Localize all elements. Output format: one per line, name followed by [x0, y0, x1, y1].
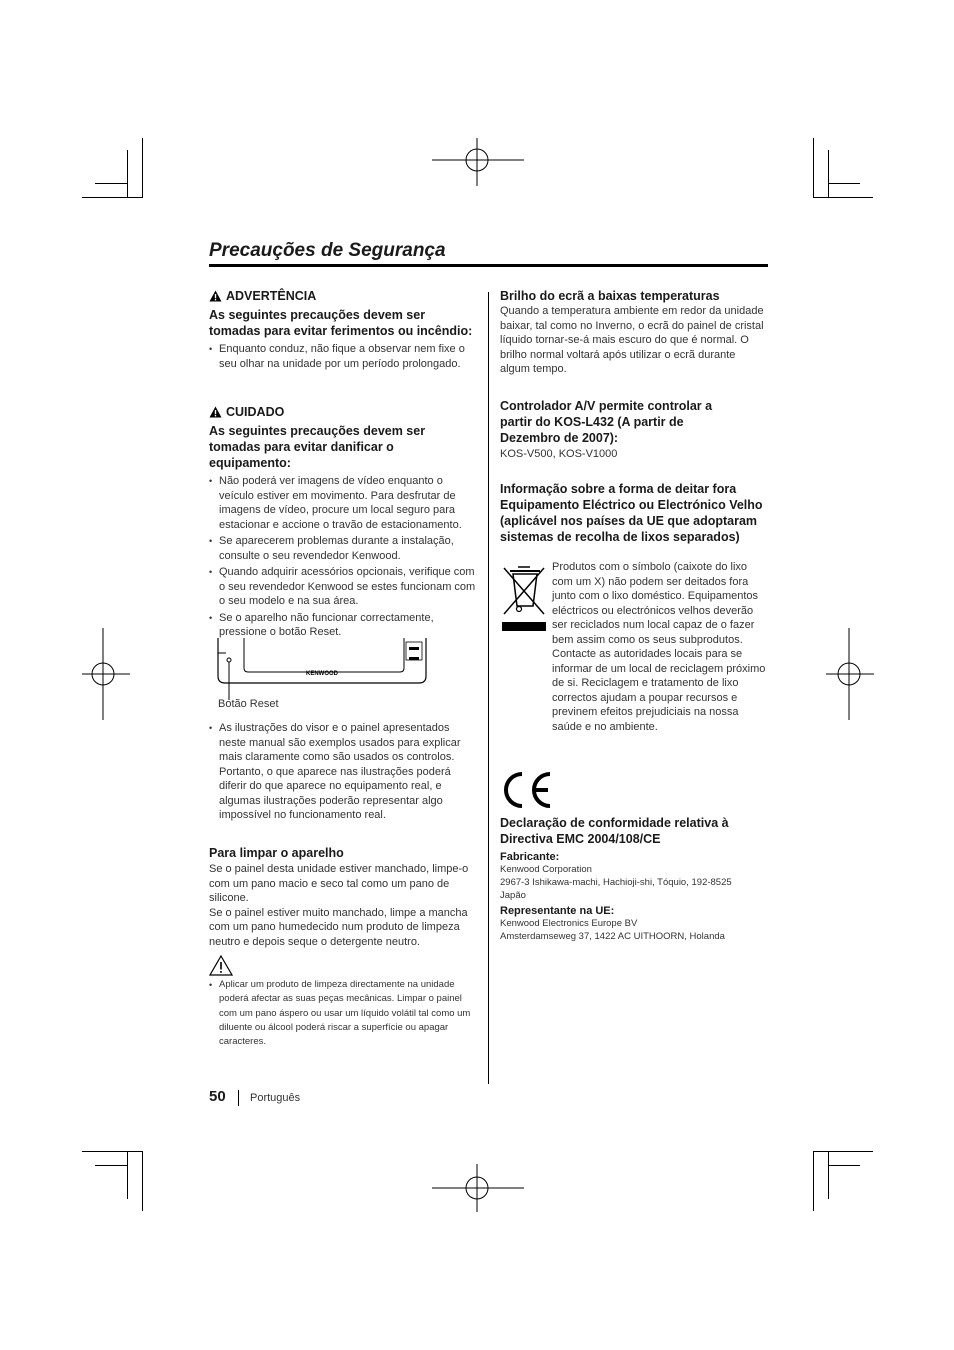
column-divider: [488, 292, 489, 1084]
list-item: • Aplicar um produto de limpeza directamente na unidade poderá afectar as suas peças mecânicas. Limpar o painel com um pano áspero ou usar um líquido volátil tal como um diluente ou álcool poderá riscar a superfície ou apagar caracteres.: [209, 978, 479, 1049]
manufacturer-line: Kenwood Corporation: [500, 864, 592, 875]
conformity-section: [500, 815, 768, 943]
cleaning-para-2: Se o painel estiver muito manchado, limpe a mancha com um pano humedecido num produto de limpeza neutro e depois seque o detergente neutro.: [209, 906, 468, 948]
manufacturer-label: Fabricante:: [500, 851, 560, 863]
list-item: • Enquanto conduz, não fique a observar nem fixe o seu olhar na unidade por um período prolongado.: [209, 342, 479, 371]
cleaning-heading: Para limpar o aparelho: [209, 846, 344, 860]
footer-divider: [238, 1090, 239, 1106]
av-section: [500, 398, 730, 462]
list-item: • As ilustrações do visor e o painel apresentados neste manual são exemplos usados para explicar mais claramente como são usados os controlos. Portanto, o que aparece nas ilustrações poderá diferir do que aparece no equipamento real, e algumas ilustrações poderão representar algo impossível no funcionamento real.: [209, 721, 475, 823]
brightness-section: [500, 288, 768, 377]
caution-list: [209, 474, 479, 640]
device-brand: KENWOOD: [306, 671, 338, 677]
av-text: KOS-V500, KOS-V1000: [500, 448, 618, 460]
ce-mark-icon: [500, 770, 554, 810]
registration-mark-right: [826, 628, 874, 720]
cleaning-section: [209, 845, 479, 1051]
representative-line: Amsterdamseweg 37, 1422 AC UITHOORN, Holanda: [500, 931, 725, 942]
warning-list: [209, 342, 479, 371]
title-rule: [209, 264, 768, 267]
footer-language: Português: [250, 1092, 301, 1104]
caution-section: [209, 405, 479, 642]
av-heading: Controlador A/V permite controlar a partir do KOS-L432 (A partir de Dezembro de 2007):: [500, 399, 713, 445]
manufacturer-line: Japão: [500, 890, 526, 901]
conformity-heading: Declaração de conformidade relativa à Directiva EMC 2004/108/CE: [500, 816, 729, 846]
list-item: • Não poderá ver imagens de vídeo enquanto o veículo estiver em movimento. Para desfrutar de imagens de vídeo, procure um local seguro para estacionar e accione o travão de estacionamento.: [209, 474, 479, 532]
warning-intro: As seguintes precauções devem ser tomadas para evitar ferimentos ou incêndio:: [209, 308, 473, 338]
cleaning-para-1: Se o painel desta unidade estiver manchado, limpe-o com um pano macio e seco tal como um pano de silicone.: [209, 863, 469, 904]
manufacturer-line: 2967-3 Ishikawa-machi, Hachioji-shi, Tóquio, 192-8525: [500, 877, 732, 888]
disposal-heading: Informação sobre a forma de deitar fora Equipamento Eléctrico ou Electrónico Velho (aplicável nos países da UE que adoptaram sistemas de recolha de lixos separados): [500, 482, 763, 544]
warning-section: [209, 289, 479, 373]
crossed-bin-icon: [500, 562, 548, 634]
list-item: • Se aparecerem problemas durante a instalação, consulte o seu revendedor Kenwood.: [209, 534, 479, 563]
registration-mark-bottom: [432, 1164, 524, 1212]
reset-label: Botão Reset: [218, 698, 279, 710]
warning-triangle-outline-icon: [209, 955, 233, 976]
caution-section-continued: [209, 721, 479, 825]
brightness-heading: Brilho do ecrã a baixas temperaturas: [500, 289, 720, 303]
warning-triangle-icon: [209, 406, 222, 418]
disposal-section: [500, 481, 768, 545]
caution-intro: As seguintes precauções devem ser tomadas para evitar danificar o equipamento:: [209, 424, 426, 470]
device-illustration: [216, 638, 428, 700]
cleaning-list: [209, 978, 479, 1049]
representative-label: Representante na UE:: [500, 905, 615, 917]
warning-triangle-icon: [209, 290, 222, 302]
brightness-text: Quando a temperatura ambiente em redor da unidade baixar, tal como no Inverno, o ecrã do painel de cristal líquido tornar-se-á mais escuro do que é normal. O brilho normal voltará após utilizar o ecrã durante algum tempo.: [500, 305, 764, 375]
registration-mark-top: [432, 138, 524, 186]
page-title: Precauções de Segurança: [209, 240, 446, 261]
list-item: • Se o aparelho não funcionar correctamente, pressione o botão Reset.: [209, 611, 479, 640]
list-item: • Quando adquirir acessórios opcionais, verifique com o seu revendedor Kenwood se estes funcionam com o seu modelo e na sua área.: [209, 565, 479, 609]
caution-heading: CUIDADO: [226, 405, 285, 419]
caution-list-2: [209, 721, 479, 823]
registration-mark-left: [82, 628, 130, 720]
warning-heading: ADVERTÊNCIA: [226, 289, 317, 303]
disposal-text: Produtos com o símbolo (caixote do lixo com um X) não podem ser deitados fora junto com o lixo doméstico. Equipamentos eléctricos ou electrónicos velhos deverão ser reciclados num local capaz de o fazer bem assim como os seus subprodutos. Contacte as autoridades locais para se informar de um local de reciclagem próximo de si. Reciclagem e tratamento de lixo correctos ajudam a poupar recursos e previnem efeitos prejudiciais na nossa saúde e no ambiente.: [552, 561, 766, 733]
representative-line: Kenwood Electronics Europe BV: [500, 918, 638, 929]
page-number: 50: [209, 1088, 226, 1105]
